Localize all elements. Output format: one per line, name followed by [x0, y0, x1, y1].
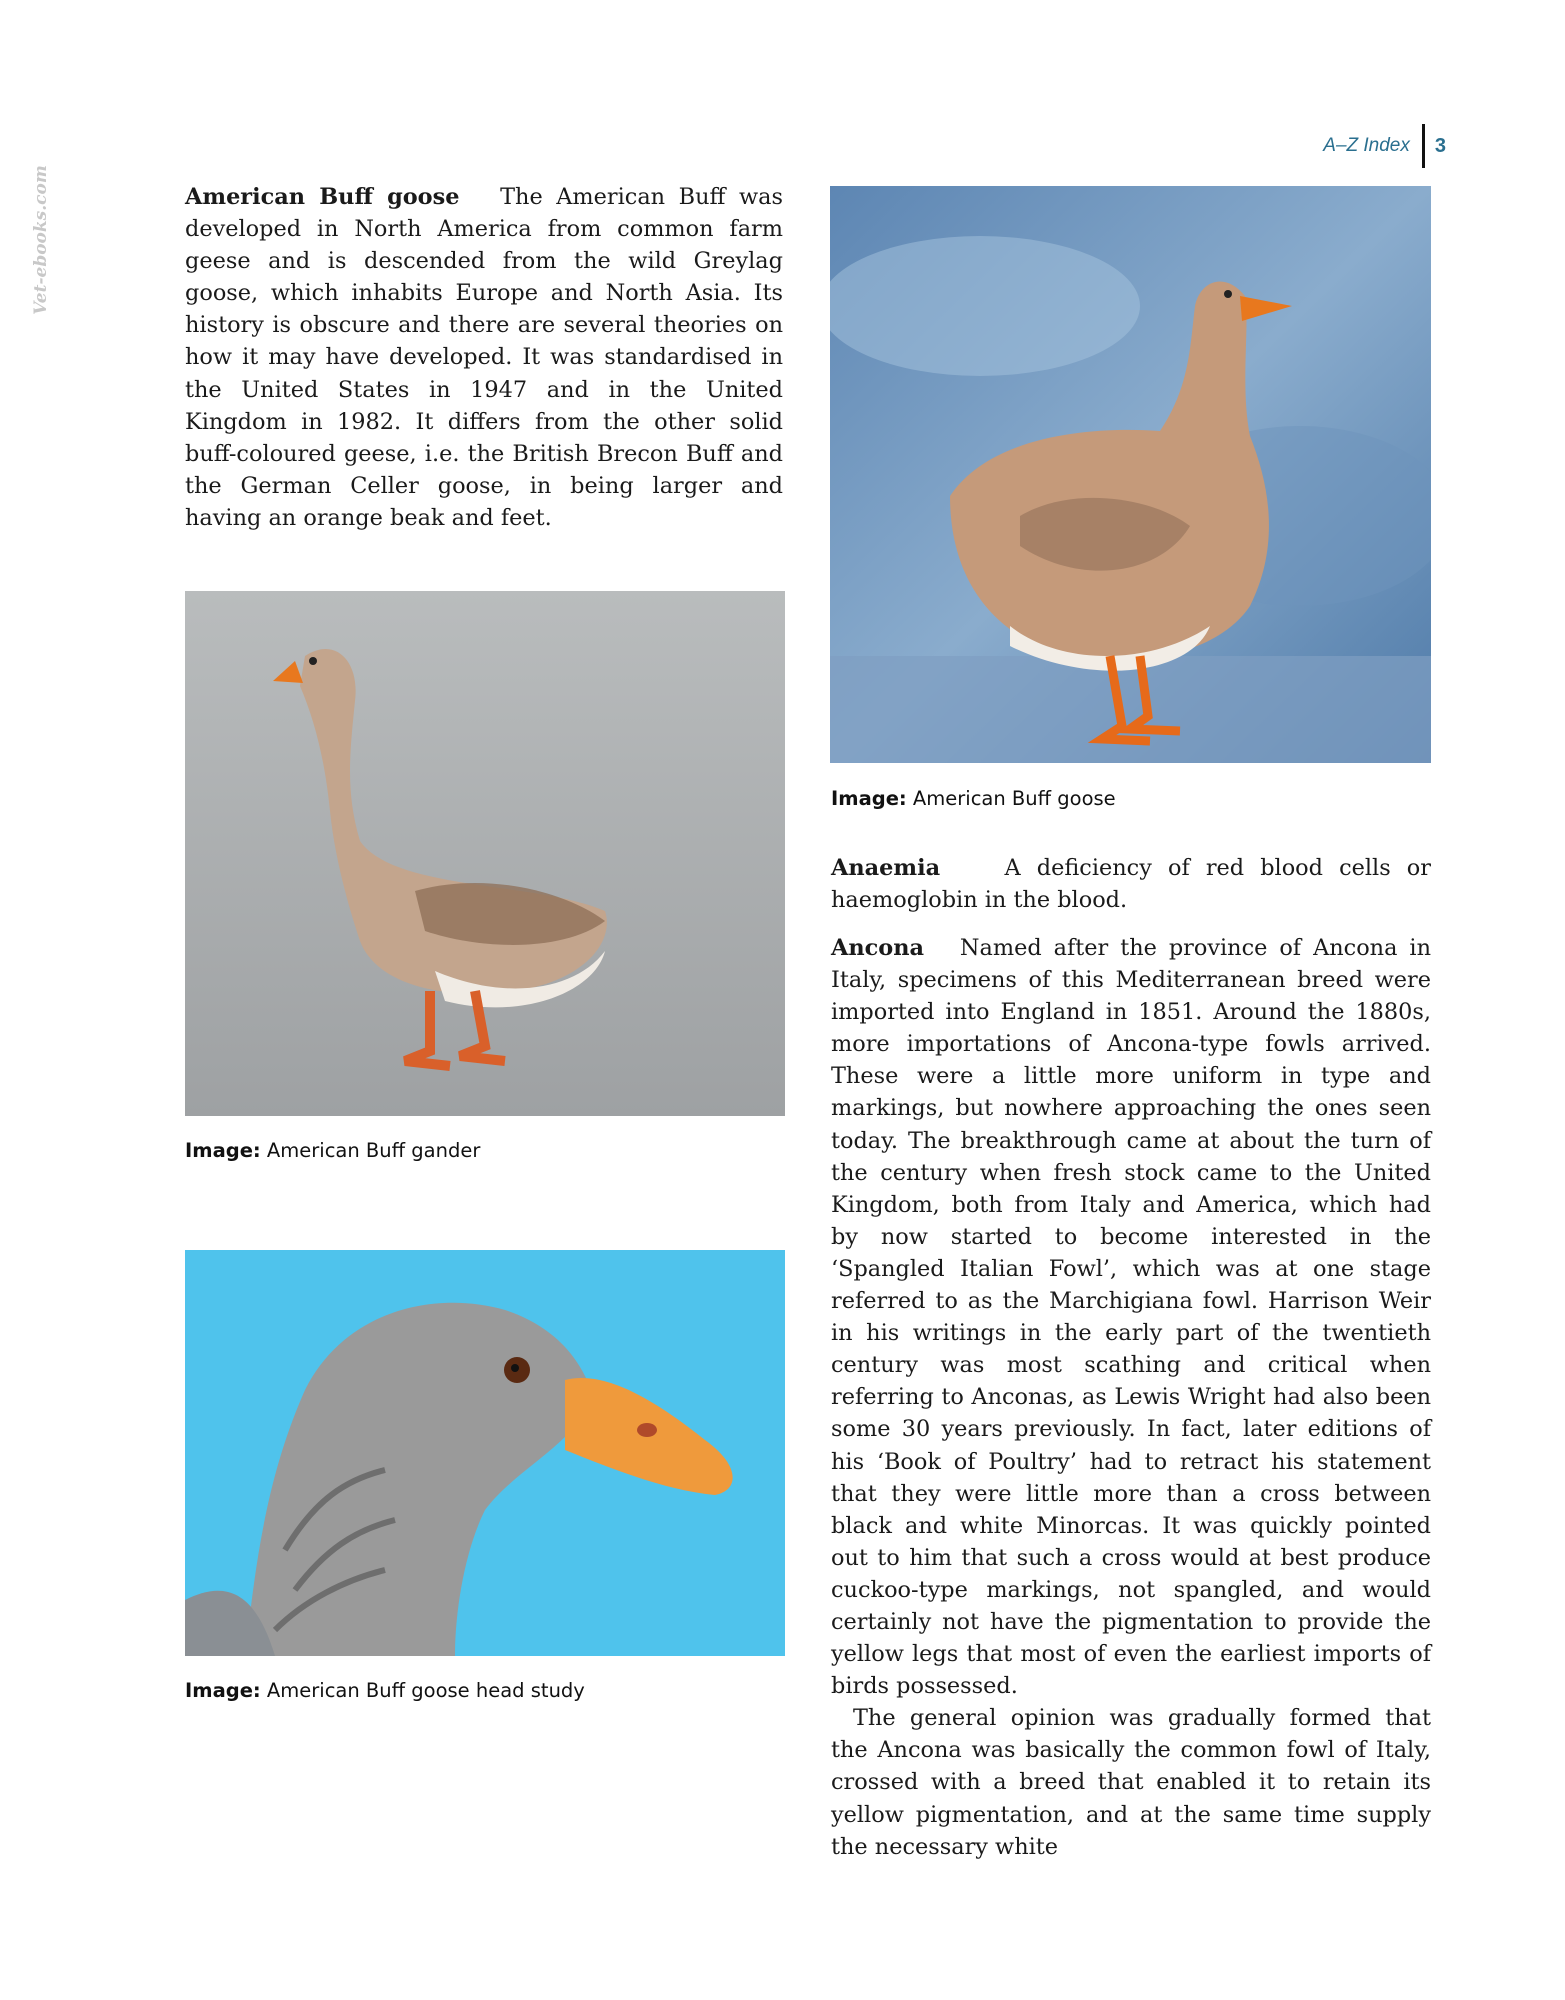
page-number: 3	[1434, 134, 1446, 157]
entry-anaemia	[831, 852, 1431, 916]
entry-ancona	[831, 932, 1431, 1863]
caption-text: American Buff goose head study	[266, 1679, 585, 1702]
watermark	[6, 150, 66, 330]
caption-text: American Buff gander	[266, 1139, 481, 1162]
caption-label: Image:	[185, 1679, 261, 1702]
entry-text-continued: The general opinion was gradually formed that the Ancona was basically the common fowl of Italy, crossed with a breed that enabled it to retain its yellow pigmentation, and at the same time supply the necessary white	[831, 1705, 1431, 1860]
caption-label: Image:	[831, 787, 907, 810]
entry-american-buff	[185, 181, 783, 534]
entry-text: Named after the province of Ancona in Italy, specimens of this Mediterranean breed were imported into England in 1851. Around the 1880s, more importations of Ancona-type fowls arrived. These were a little more uniform in type and markings, but nowhere approaching the ones seen today. The breakthrough came at about the turn of the century when fresh stock came to the United Kingdom, both from Italy and America, which had by now started to become interested in the ‘Spangled Italian Fowl’, which was at one stage referred to as the Marchigiana fowl. Harrison Weir in his writings in the early part of the twentieth century was most scathing and critical when referring to Anconas, as Lewis Wright had also been some 30 years previously. In fact, later editions of his ‘Book of Poultry’ had to retract his statement that they were little more than a cross between black and white Minorcas. It was quickly pointed out to him that such a cross would at best produce cuckoo-type markings, not spangled, and would certainly not have the pigmentation to provide the yellow legs that most of even the earliest imports of birds possessed.	[831, 935, 1431, 1700]
caption-label: Image:	[185, 1139, 261, 1162]
entry-term: Anaemia	[831, 855, 941, 881]
photo-american-buff-head	[185, 1250, 785, 1656]
photo-american-buff-goose	[830, 186, 1431, 763]
entry-text: The American Buff was developed in North America from common farm geese and is descended from the wild Greylag goose, which inhabits Europe and North Asia. Its history is obscure and there are several theories on how it may have developed. It was standardised in the United States in 1947 and in the United Kingdom in 1982. It differs from the other solid buff-coloured geese, i.e. the British Brecon Buff and the German Celler goose, in being larger and having an orange beak and feet.	[185, 184, 783, 531]
watermark-text: Vet-ebooks.com	[30, 165, 51, 315]
entry-term: Ancona	[831, 935, 925, 961]
caption-american-buff-gander	[185, 1139, 480, 1162]
photo-american-buff-gander	[185, 591, 785, 1116]
entry-term: American Buff goose	[185, 184, 460, 210]
running-header	[1323, 124, 1446, 168]
caption-text: American Buff goose	[912, 787, 1116, 810]
section-title: A–Z Index	[1323, 135, 1410, 156]
caption-american-buff-head	[185, 1679, 585, 1702]
entry-text: A deficiency of red blood cells or haemoglobin in the blood.	[831, 855, 1431, 914]
caption-american-buff-goose	[831, 787, 1116, 810]
